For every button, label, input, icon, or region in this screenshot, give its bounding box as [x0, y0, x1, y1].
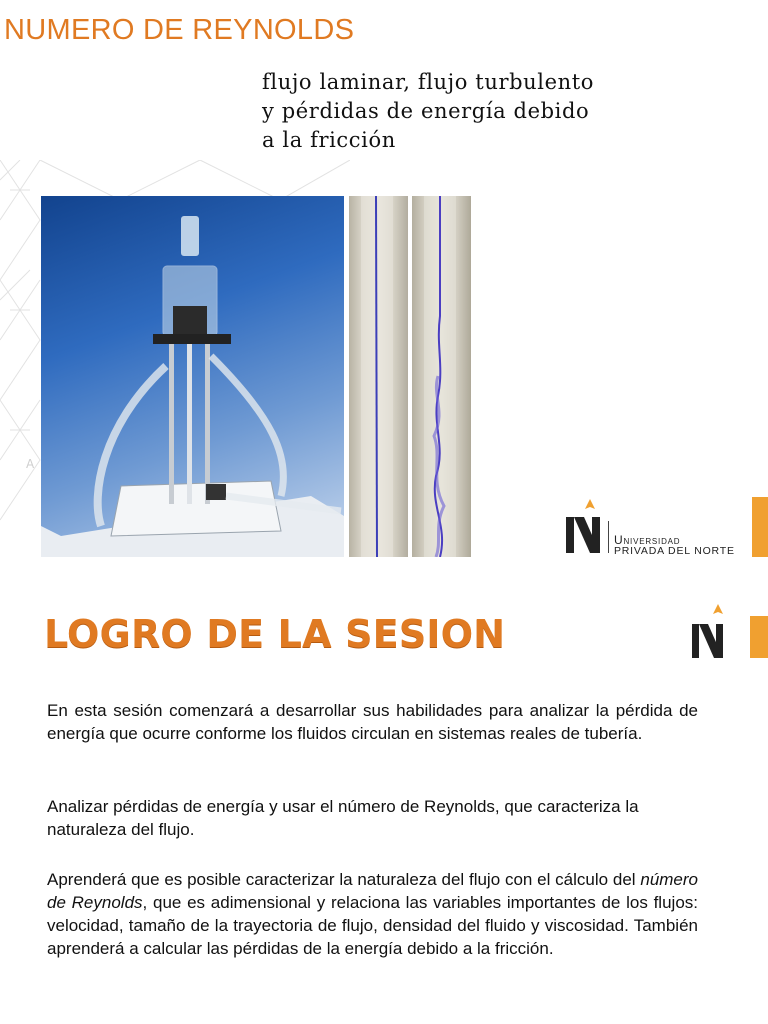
slide-subtitle: [262, 68, 742, 155]
logo-line-2: PRIVADA DEL NORTE: [614, 545, 735, 557]
reynolds-apparatus-photo: [41, 196, 344, 557]
reynolds-term: número de Reynolds: [47, 870, 698, 912]
slide-title: LOGRO DE LA SESION: [44, 612, 506, 656]
logo-line-1: Universidad: [614, 533, 681, 547]
logo-text: [614, 535, 735, 557]
upn-monogram-icon: [688, 602, 732, 662]
paragraph-1: En esta sesión comenzará a desarrollar sus habilidades para analizar la pérdida de energía que ocurre conforme los fluidos circulan en sistemas reales de tubería.: [47, 701, 698, 743]
accent-bar: [752, 497, 768, 557]
slide-title: NUMERO DE REYNOLDS: [4, 14, 355, 46]
svg-text:A: A: [26, 457, 35, 471]
upn-monogram-icon: [560, 497, 610, 557]
subtitle-line: y pérdidas de energía debido: [262, 99, 590, 123]
subtitle-line: flujo laminar, flujo turbulento: [262, 70, 595, 94]
university-logo: [560, 497, 768, 557]
paragraph-3-part-1: Aprenderá que es posible caracterizar la naturaleza del flujo con el cálculo del: [47, 870, 641, 889]
slide-divider: [0, 557, 768, 582]
paragraph-3-part-2: , que es adimensional y relaciona las variables importantes de los flujos: velocidad, tamaño de la trayectoria de flujo, densidad del fluido y viscosidad. También aprenderá a calcular las pérdidas de la energía debido a la fricción.: [47, 893, 698, 958]
slide-2: [0, 582, 768, 1024]
subtitle-line: a la fricción: [262, 128, 396, 152]
turbulent-flow-photo: [412, 196, 471, 557]
accent-bar: [750, 616, 768, 658]
laminar-flow-photo: [349, 196, 408, 557]
paragraph-2: Analizar pérdidas de energía y usar el número de Reynolds, que caracteriza la naturaleza del flujo.: [47, 797, 639, 839]
paragraph-3: [47, 868, 698, 960]
